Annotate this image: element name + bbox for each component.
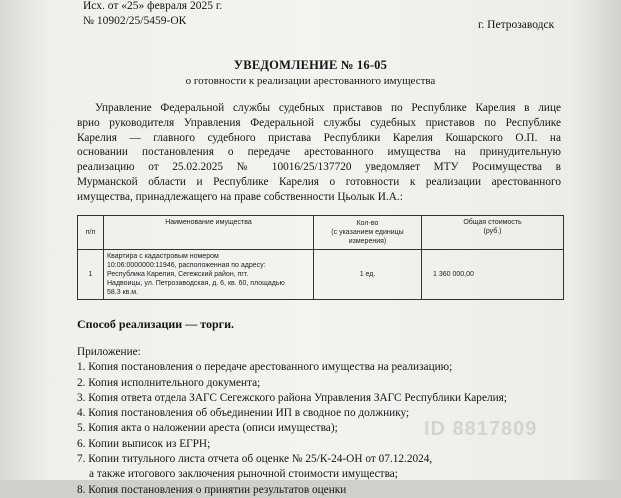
header-num: п/п [78,216,104,250]
header-qty-line: (с указанием единицы [331,229,404,236]
cell-name-line: 10:06:0000000:11946, расположенная по адресу: [107,262,266,269]
header-qty-line: измерения) [348,238,387,245]
header-qty [314,216,422,250]
table-row [78,250,564,300]
body-line: Мурманской области и Республике Карелия о готовности к реализации арестованного [77,175,561,188]
header-name: Наименование имущества [104,216,314,250]
document-subtitle: о готовности к реализации арестованного имущества [185,75,436,87]
table-header-row [78,216,564,250]
list-item: 4. Копия постановления об объединении ИП в сводное по должнику; [77,407,410,420]
property-table [77,215,564,300]
header-cost [422,216,564,250]
list-item: 7. Копии титульного листа отчета об оценке № 25/К-24-ОН от 07.12.2024, [77,453,433,466]
cell-name-line: 58.3 кв.м. [107,289,139,296]
notice-paragraph [77,101,561,205]
body-line: реализацию от 25.02.2025 № 10016/25/137720 уведомляет МТУ Росимущества в [77,161,561,174]
cell-cost: 1 360 000,00 [422,250,564,300]
body-line: имущества, принадлежащего на праве собственности Цьолык И.А.: [77,190,403,203]
cell-qty: 1 ед. [314,250,422,300]
header-qty-line: Кол-во [356,220,379,227]
body-line: Управление Федеральной службы судебных приставов по Республике Карелия в лице [95,102,561,114]
body-line: основании постановления о передаче арестованного имущества на принудительную [77,146,561,159]
list-item: 8. Копия постановления о принятии результатов оценки [77,483,347,496]
sale-method: Способ реализации — торги. [77,317,234,331]
cell-name-line: Надвоицы, ул. Петрозаводская, д. 6, кв. 60, площадью [107,280,285,287]
list-item: а также итогового заключения рыночной стоимости имущества; [89,468,398,481]
list-item: 5. Копия акта о наложении ареста (описи имущества); [77,422,338,435]
watermark: ID 8817809 [424,418,538,440]
attachments-title: Приложение: [77,346,141,358]
list-item: 3. Копия ответа отдела ЗАГС Сегежского района Управления ЗАГС Республики Карелия; [77,391,507,404]
header-cost-line: (руб.) [483,228,502,235]
cell-name-line: Квартира с кадастровым номером [107,253,219,260]
body-line: Карелия — главного судебного пристава Республики Карелия Кошарского О.П. на [77,131,561,144]
cell-num: 1 [78,250,104,300]
body-line: врио руководителя Управления Федеральной службы судебных приставов по Республике [77,116,561,129]
outgoing-date: Исх. от «25» февраля 2025 г. [83,0,223,12]
document-title: УВЕДОМЛЕНИЕ № 16-05 [233,58,388,72]
city: г. Петрозаводск [478,19,555,31]
list-item: 6. Копии выписок из ЕГРН; [77,437,211,450]
cell-name-line: Республика Карелия, Сегежский район, пгт. [107,271,249,278]
header-cost-line: Общая стоимость [463,219,522,226]
list-item: 1. Копия постановления о передаче арестованного имущества на реализацию; [77,361,453,374]
list-item: 2. Копия исполнительного документа; [77,376,261,389]
outgoing-number: № 10902/25/5459-ОК [83,15,187,27]
cell-name [104,250,314,300]
